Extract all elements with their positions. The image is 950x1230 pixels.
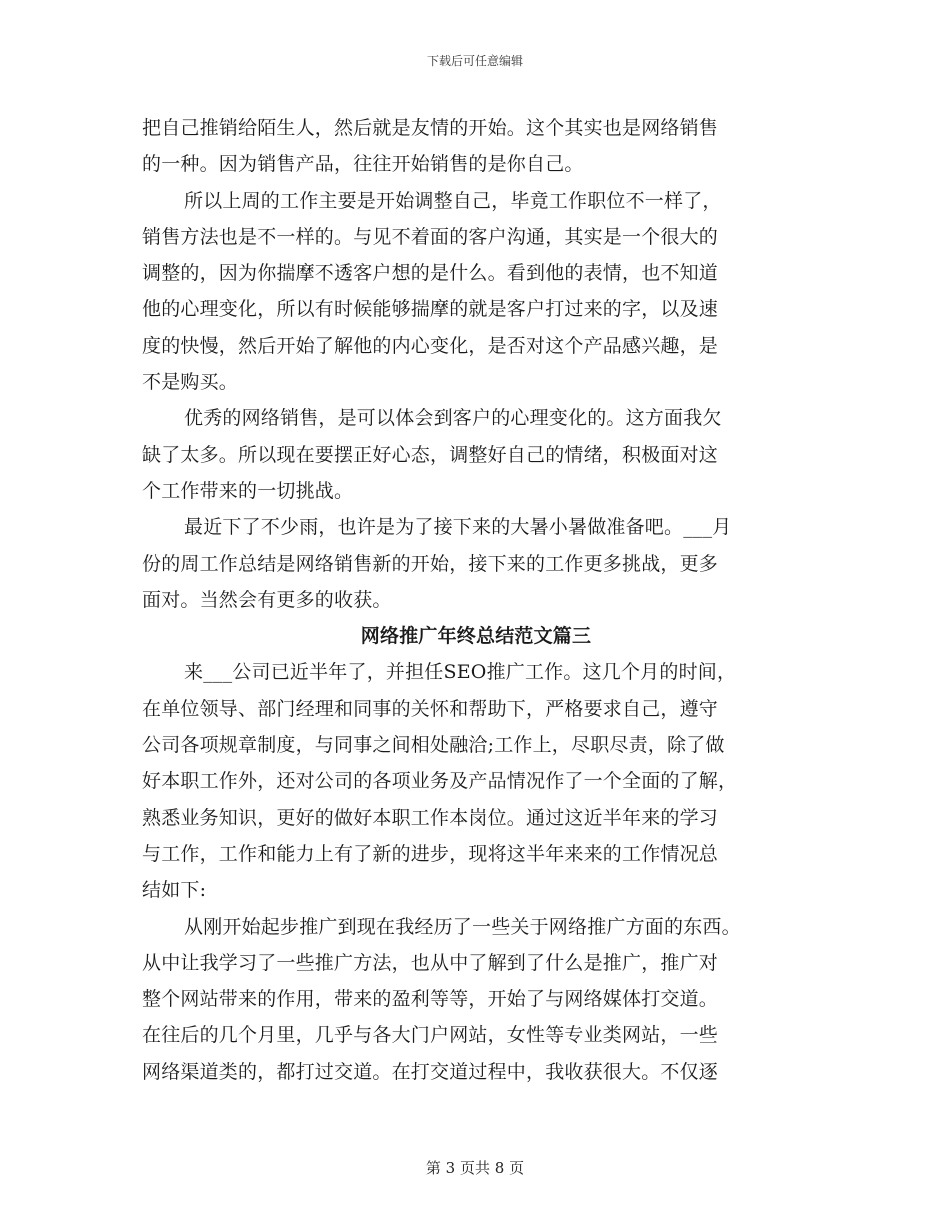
paragraph-start-line: 所以上周的工作主要是开始调整自己，毕竟工作职位不一样了， (184, 189, 722, 212)
text-line: 好本职工作外，还对公司的各项业务及产品情况作了一个全面的了解， (142, 770, 738, 793)
text-line: 销售方法也是不一样的。与见不着面的客户沟通，其实是一个很大的 (142, 225, 719, 248)
text-line: 个工作带来的一切挑战。 (142, 479, 354, 502)
text-line: 份的周工作总结是网络销售新的开始，接下来的工作更多挑战，更多 (142, 552, 719, 575)
text-line: 结如下: (142, 879, 207, 902)
text-line: 调整的，因为你揣摩不透客户想的是什么。看到他的表情，也不知道 (142, 262, 719, 285)
text-line: 在往后的几个月里，几乎与各大门户网站，女性等专业类网站，一些 (142, 1024, 719, 1047)
page-number-footer: 第 3 页共 8 页 (425, 1159, 525, 1177)
paragraph-start-line: 优秀的网络销售，是可以体会到客户的心理变化的。这方面我欠 (184, 407, 722, 430)
text-line: 面对。当然会有更多的收获。 (142, 588, 392, 611)
text-line: 熟悉业务知识，更好的做好本职工作本岗位。通过这近半年来的学习 (142, 806, 719, 829)
text-line: 不是购买。 (142, 371, 239, 394)
text-line: 与工作，工作和能力上有了新的进步，现将这半年来来的工作情况总 (142, 842, 719, 865)
paragraph-start-line: 最近下了不少雨，也许是为了接下来的大暑小暑做准备吧。___月 (184, 516, 732, 539)
text-line: 他的心理变化，所以有时候能够揣摩的就是客户打过来的字，以及速 (142, 298, 719, 321)
text-line: 把自己推销给陌生人，然后就是友情的开始。这个其实也是网络销售 (142, 117, 719, 139)
paragraph-start-line: 从刚开始起步推广到现在我经历了一些关于网络推广方面的东西。 (184, 915, 741, 938)
page-header: 下载后可任意编辑 (426, 54, 523, 68)
text-line: 度的快慢，然后开始了解他的内心变化，是否对这个产品感兴趣，是 (142, 334, 719, 357)
text-line: 从中让我学习了一些推广方法，也从中了解到了什么是推广，推广对 (142, 951, 719, 974)
text-line: 公司各项规章制度，与同事之间相处融洽;工作上，尽职尽责，除了做 (142, 734, 725, 757)
text-line: 缺了太多。所以现在要摆正好心态，调整好自己的情绪，积极面对这 (142, 443, 719, 466)
text-line: 在单位领导、部门经理和同事的关怀和帮助下，严格要求自己，遵守 (142, 697, 719, 720)
text-line: 网络渠道类的，都打过交道。在打交道过程中，我收获很大。不仅逐 (142, 1060, 719, 1083)
text-line: 的一种。因为销售产品，往往开始销售的是你自己。 (142, 153, 584, 176)
section-heading: 网络推广年终总结范文篇三 (360, 625, 592, 648)
text-line: 整个网站带来的作用，带来的盈利等等，开始了与网络媒体打交道。 (142, 988, 719, 1011)
paragraph-start-line: 来___公司已近半年了，并担任SEO推广工作。这几个月的时间， (184, 661, 737, 684)
document-body (142, 110, 810, 1090)
